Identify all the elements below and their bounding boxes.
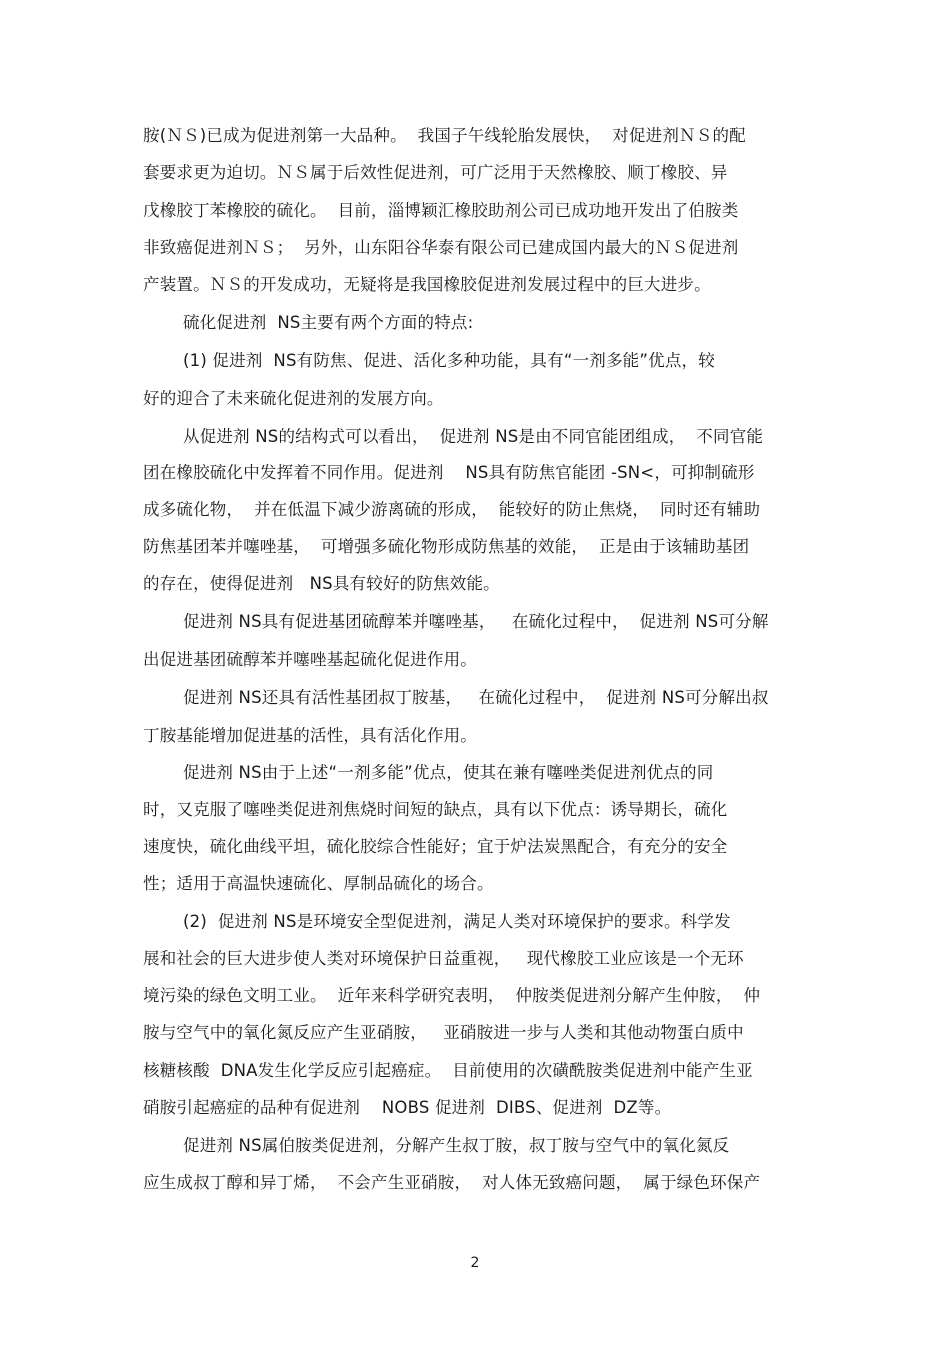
text-line: 促进剂 NS由于上述“一剂多能”优点，使其在兼有噻唑类促进剂优点的同 [183,763,714,782]
text-line: 性；适用于高温快速硫化、厚制品硫化的场合。 [143,874,494,893]
text-line: 应生成叔丁醇和异丁烯， 不会产生亚硝胺， 对人体无致癌问题， 属于绿色环保产 [143,1173,761,1192]
text-line: 的存在，使得促进剂 NS具有较好的防焦效能。 [143,574,500,593]
text-line: 好的迎合了未来硫化促进剂的发展方向。 [143,389,444,408]
text-line: 境污染的绿色文明工业。 近年来科学研究表明， 仲胺类促进剂分解产生仲胺， 仲 [143,986,761,1005]
text-line: 团在橡胶硫化中发挥着不同作用。促进剂 NS具有防焦官能团 -SN<，可抑制硫形 [143,463,755,482]
text-line: (2) 促进剂 NS是环境安全型促进剂，满足人类对环境保护的要求。科学发 [183,912,731,931]
text-line: 防焦基团苯并噻唑基， 可增强多硫化物形成防焦基的效能， 正是由于该辅助基团 [143,537,750,556]
text-line: 出促进基团硫醇苯并噻唑基起硫化促进作用。 [143,650,477,669]
text-line: 促进剂 NS具有促进基团硫醇苯并噻唑基， 在硫化过程中， 促进剂 NS可分解 [183,612,769,631]
text-line: 从促进剂 NS的结构式可以看出， 促进剂 NS是由不同官能团组成， 不同官能 [183,427,764,446]
text-line: 促进剂 NS还具有活性基团叔丁胺基， 在硫化过程中， 促进剂 NS可分解出叔 [183,688,769,707]
text-line: 硫化促进剂 NS主要有两个方面的特点: [183,313,474,332]
text-line: 戊橡胶丁苯橡胶的硫化。 目前，淄博颖汇橡胶助剂公司已成功地开发出了伯胺类 [143,201,739,220]
text-line: 胺(ＮＳ)已成为促进剂第一大品种。 我国子午线轮胎发展快， 对促进剂ＮＳ的配 [143,126,746,145]
text-line: (1) 促进剂 NS有防焦、促进、活化多种功能，具有“一剂多能”优点，较 [183,351,715,370]
page-number: 2 [470,1255,480,1271]
text-line: 丁胺基能增加促进基的活性，具有活化作用。 [143,726,477,745]
text-line: 促进剂 NS属伯胺类促进剂，分解产生叔丁胺，叔丁胺与空气中的氧化氮反 [183,1136,730,1155]
text-line: 成多硫化物， 并在低温下减少游离硫的形成， 能较好的防止焦烧， 同时还有辅助 [143,500,761,519]
text-line: 核糖核酸 DNA发生化学反应引起癌症。 目前使用的次磺酰胺类促进剂中能产生亚 [143,1061,753,1080]
text-line: 非致癌促进剂ＮＳ； 另外，山东阳谷华泰有限公司已建成国内最大的ＮＳ促进剂 [143,238,739,257]
text-line: 产装置。ＮＳ的开发成功，无疑将是我国橡胶促进剂发展过程中的巨大进步。 [143,275,711,294]
text-line: 时，又克服了噻唑类促进剂焦烧时间短的缺点，具有以下优点：诱导期长，硫化 [143,800,728,819]
text-line: 胺与空气中的氧化氮反应产生亚硝胺， 亚硝胺进一步与人类和其他动物蛋白质中 [143,1023,744,1042]
text-line: 套要求更为迫切。ＮＳ属于后效性促进剂，可广泛用于天然橡胶、顺丁橡胶、异 [143,163,728,182]
text-line: 速度快，硫化曲线平坦，硫化胶综合性能好；宜于炉法炭黑配合，有充分的安全 [143,837,728,856]
text-line: 硝胺引起癌症的品种有促进剂 NOBS 促进剂 DIBS、促进剂 DZ等。 [143,1098,672,1117]
text-line: 展和社会的巨大进步使人类对环境保护日益重视， 现代橡胶工业应该是一个无环 [143,949,744,968]
